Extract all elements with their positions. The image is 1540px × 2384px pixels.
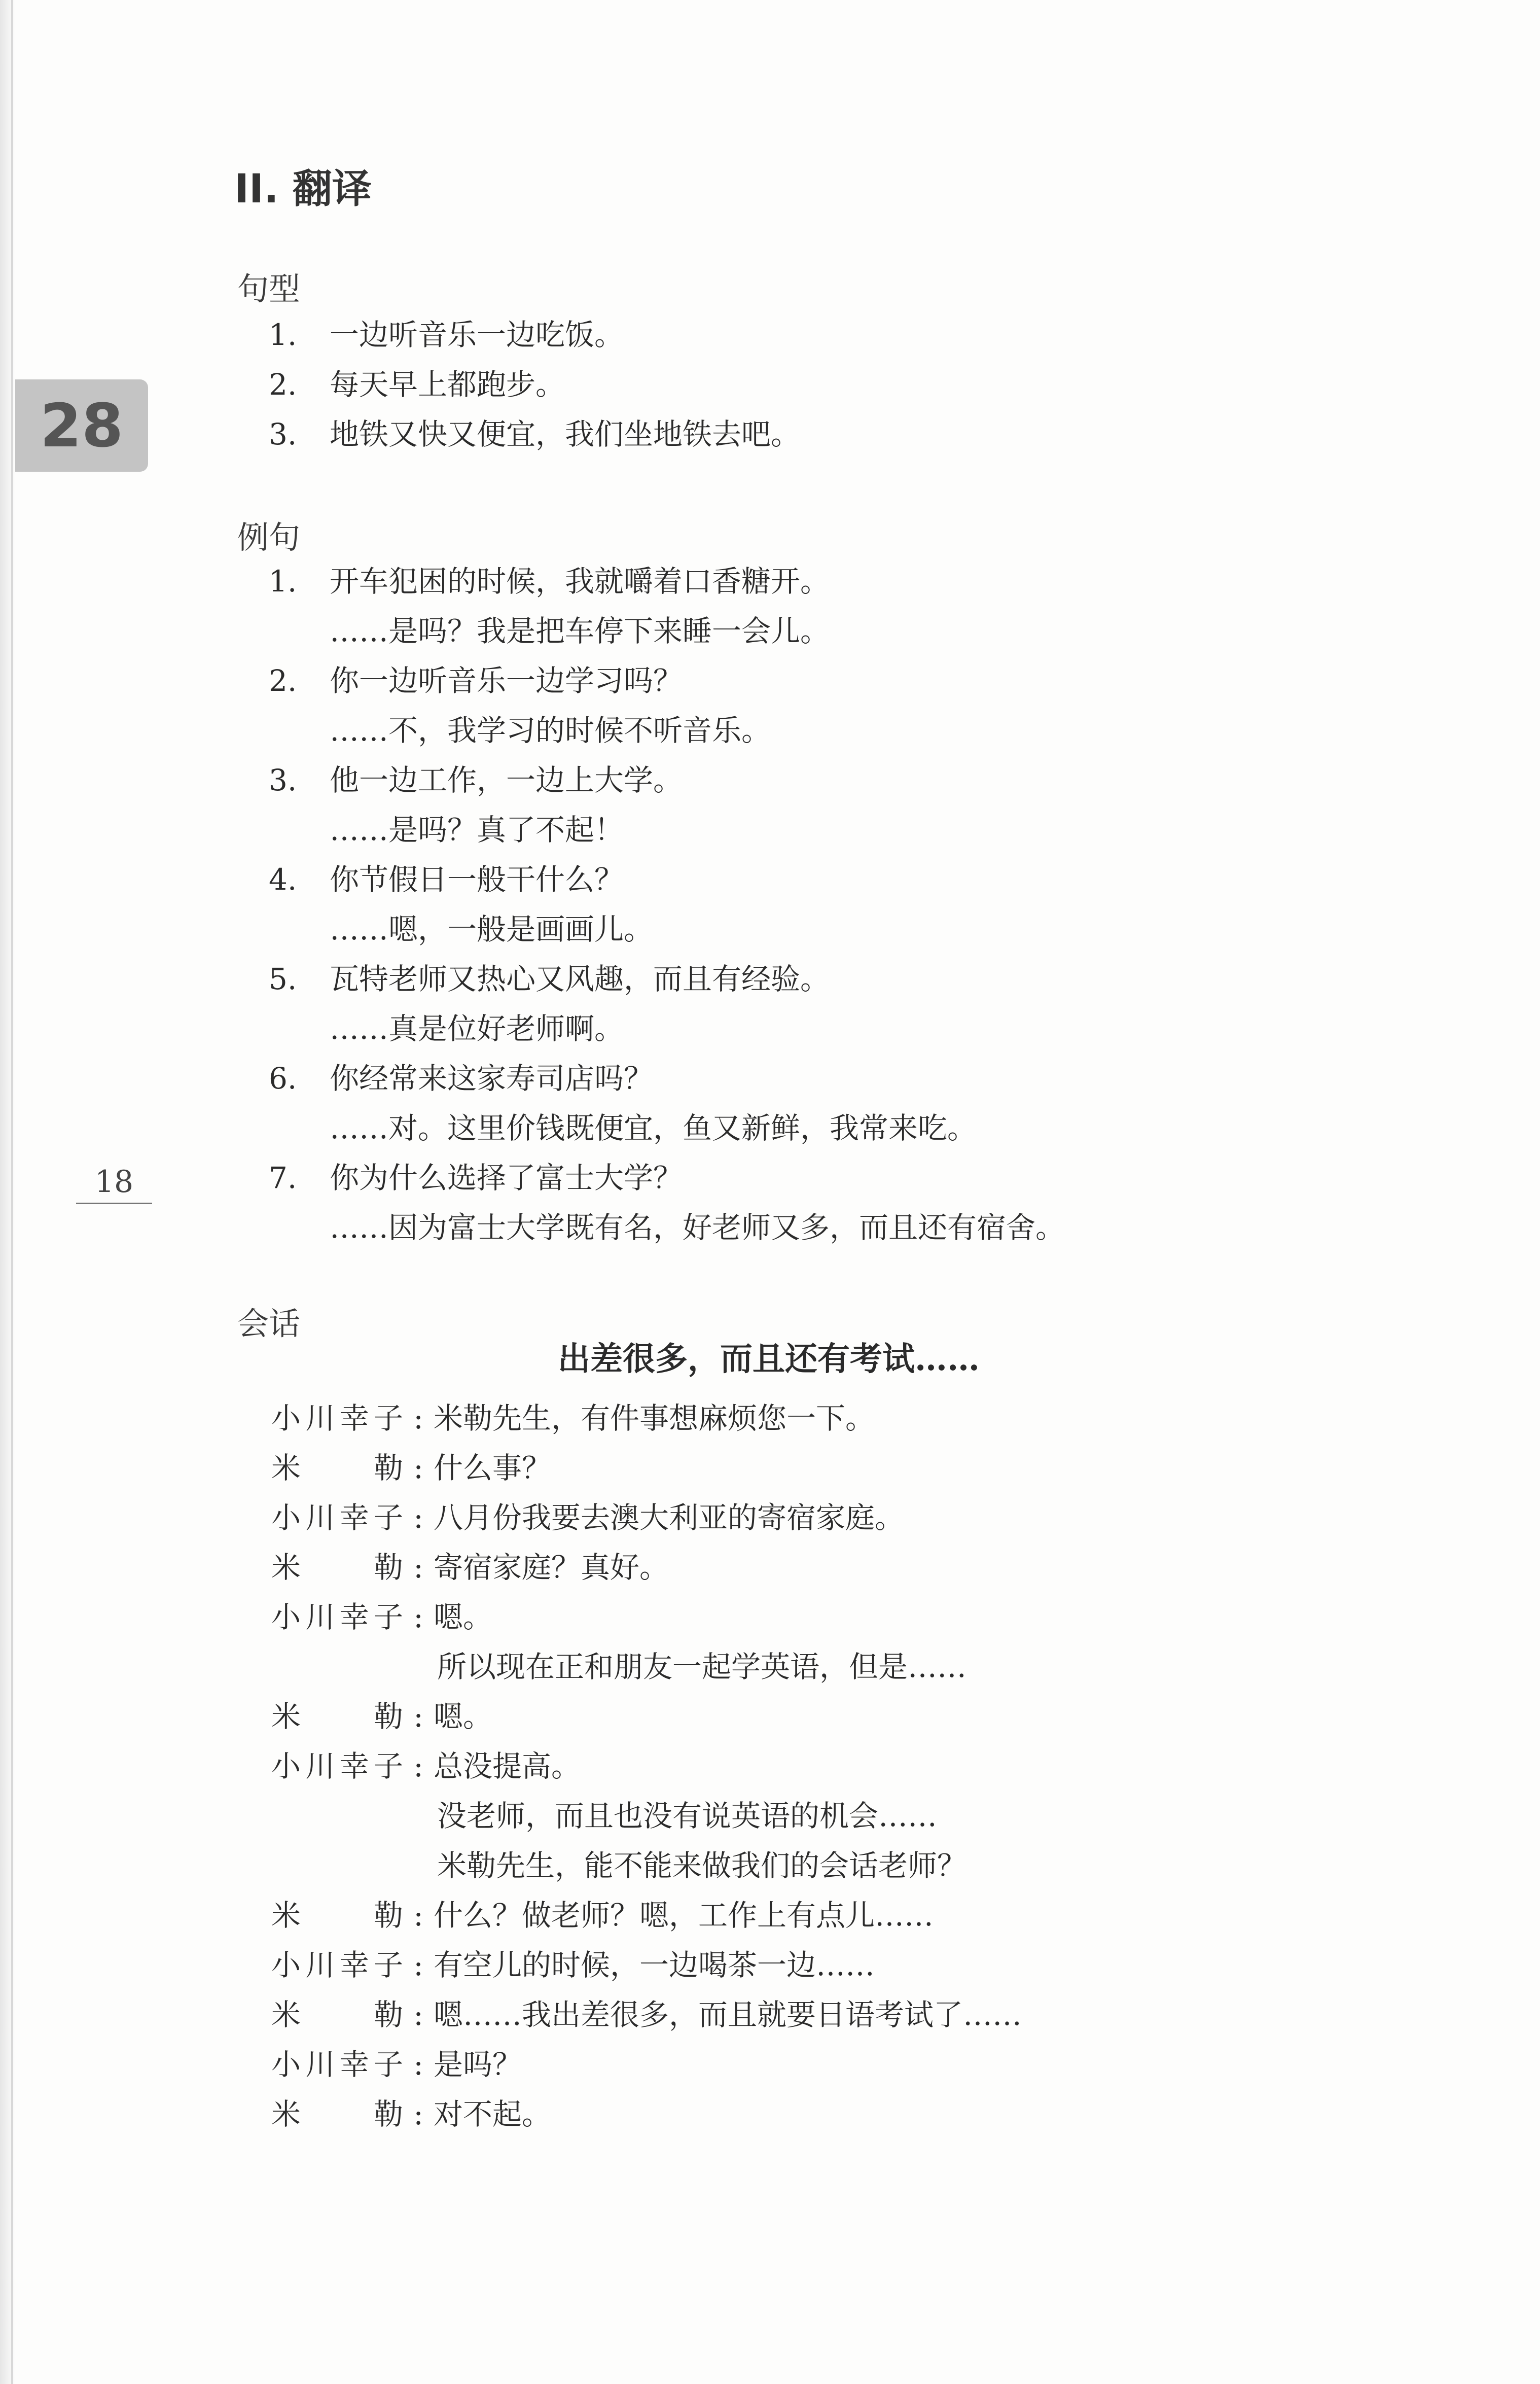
dialogue-line: 小川幸子 : 是吗？ — [271, 2044, 522, 2085]
dialogue-line: 小川幸子 : 米勒先生，有件事想麻烦您一下。 — [271, 1398, 875, 1439]
dialogue-line: 米勒 : 对不起。 — [271, 2094, 551, 2134]
speaker: 小川幸子 — [271, 1401, 403, 1435]
example-answer: ……不，我学习的时候不听音乐。 — [330, 713, 771, 748]
example-answer: ……因为富士大学既有名，好老师又多，而且还有宿舍。 — [330, 1210, 1065, 1245]
example-question: 2. 你一边听音乐一边学习吗？ — [269, 663, 683, 698]
conversation-heading: 会话 — [237, 1305, 301, 1342]
example-answer: ……嗯，一般是画画儿。 — [330, 912, 654, 946]
example-question: 3. 他一边工作，一边上大学。 — [269, 763, 683, 797]
dialogue-line: 米勒 : 嗯。 — [271, 1696, 492, 1737]
speaker: 小川幸子 — [271, 1500, 403, 1535]
page-edge — [11, 0, 13, 2384]
lesson-number: 28 — [40, 391, 124, 461]
lesson-tab — [15, 379, 148, 472]
example-question: 1. 开车犯困的时候，我就嚼着口香糖开。 — [269, 564, 830, 599]
speaker: 米勒 — [271, 1451, 403, 1485]
example-question: 4. 你节假日一般干什么？ — [269, 862, 624, 897]
dialogue-continuation: 没老师，而且也没有说英语的机会…… — [437, 1799, 938, 1833]
dialogue-line: 小川幸子 : 八月份我要去澳大利亚的寄宿家庭。 — [271, 1497, 904, 1538]
speaker: 小川幸子 — [271, 2047, 403, 2082]
page-number: 18 — [76, 1164, 152, 1204]
pattern-item: 2. 每天早上都跑步。 — [269, 367, 565, 402]
dialogue-line: 米勒 : 嗯……我出差很多，而且就要日语考试了…… — [271, 1994, 1022, 2035]
dialogue-line: 小川幸子 : 总没提高。 — [271, 1746, 581, 1786]
pattern-item: 1. 一边听音乐一边吃饭。 — [269, 318, 624, 352]
speaker: 米勒 — [271, 2097, 403, 2131]
example-answer: ……是吗？真了不起！ — [330, 813, 624, 847]
dialogue-line: 小川幸子 : 有空儿的时候，一边喝茶一边…… — [271, 1945, 875, 1985]
sentence-patterns-heading: 句型 — [237, 270, 301, 307]
example-question: 6. 你经常来这家寿司店吗？ — [269, 1061, 654, 1096]
example-question: 5. 瓦特老师又热心又风趣，而且有经验。 — [269, 962, 830, 996]
speaker: 小川幸子 — [271, 1600, 403, 1634]
dialogue-line: 米勒 : 寄宿家庭？真好。 — [271, 1547, 669, 1588]
dialogue-line: 米勒 : 什么？做老师？嗯，工作上有点儿…… — [271, 1895, 934, 1936]
example-sentences-heading: 例句 — [237, 519, 301, 556]
dialogue-line: 小川幸子 : 嗯。 — [271, 1597, 492, 1637]
speaker: 小川幸子 — [271, 1749, 403, 1783]
dialogue-line: 米勒 : 什么事？ — [271, 1448, 551, 1488]
speaker: 米勒 — [271, 1550, 403, 1585]
speaker: 米勒 — [271, 1898, 403, 1933]
example-answer: ……对。这里价钱既便宜，鱼又新鲜，我常来吃。 — [330, 1111, 977, 1145]
pattern-item: 3. 地铁又快又便宜，我们坐地铁去吧。 — [269, 417, 801, 451]
dialogue-continuation: 所以现在正和朋友一起学英语，但是…… — [437, 1650, 967, 1684]
speaker: 小川幸子 — [271, 1948, 403, 1982]
conversation-title: 出差很多，而且还有考试…… — [558, 1340, 980, 1378]
example-question: 7. 你为什么选择了富士大学？ — [269, 1161, 683, 1195]
section-title: II. 翻译 — [234, 166, 372, 212]
speaker: 米勒 — [271, 1997, 403, 2032]
speaker: 米勒 — [271, 1699, 403, 1734]
dialogue-continuation: 米勒先生，能不能来做我们的会话老师？ — [437, 1848, 967, 1883]
example-answer: ……是吗？我是把车停下来睡一会儿。 — [330, 614, 830, 648]
example-answer: ……真是位好老师啊。 — [330, 1011, 624, 1046]
